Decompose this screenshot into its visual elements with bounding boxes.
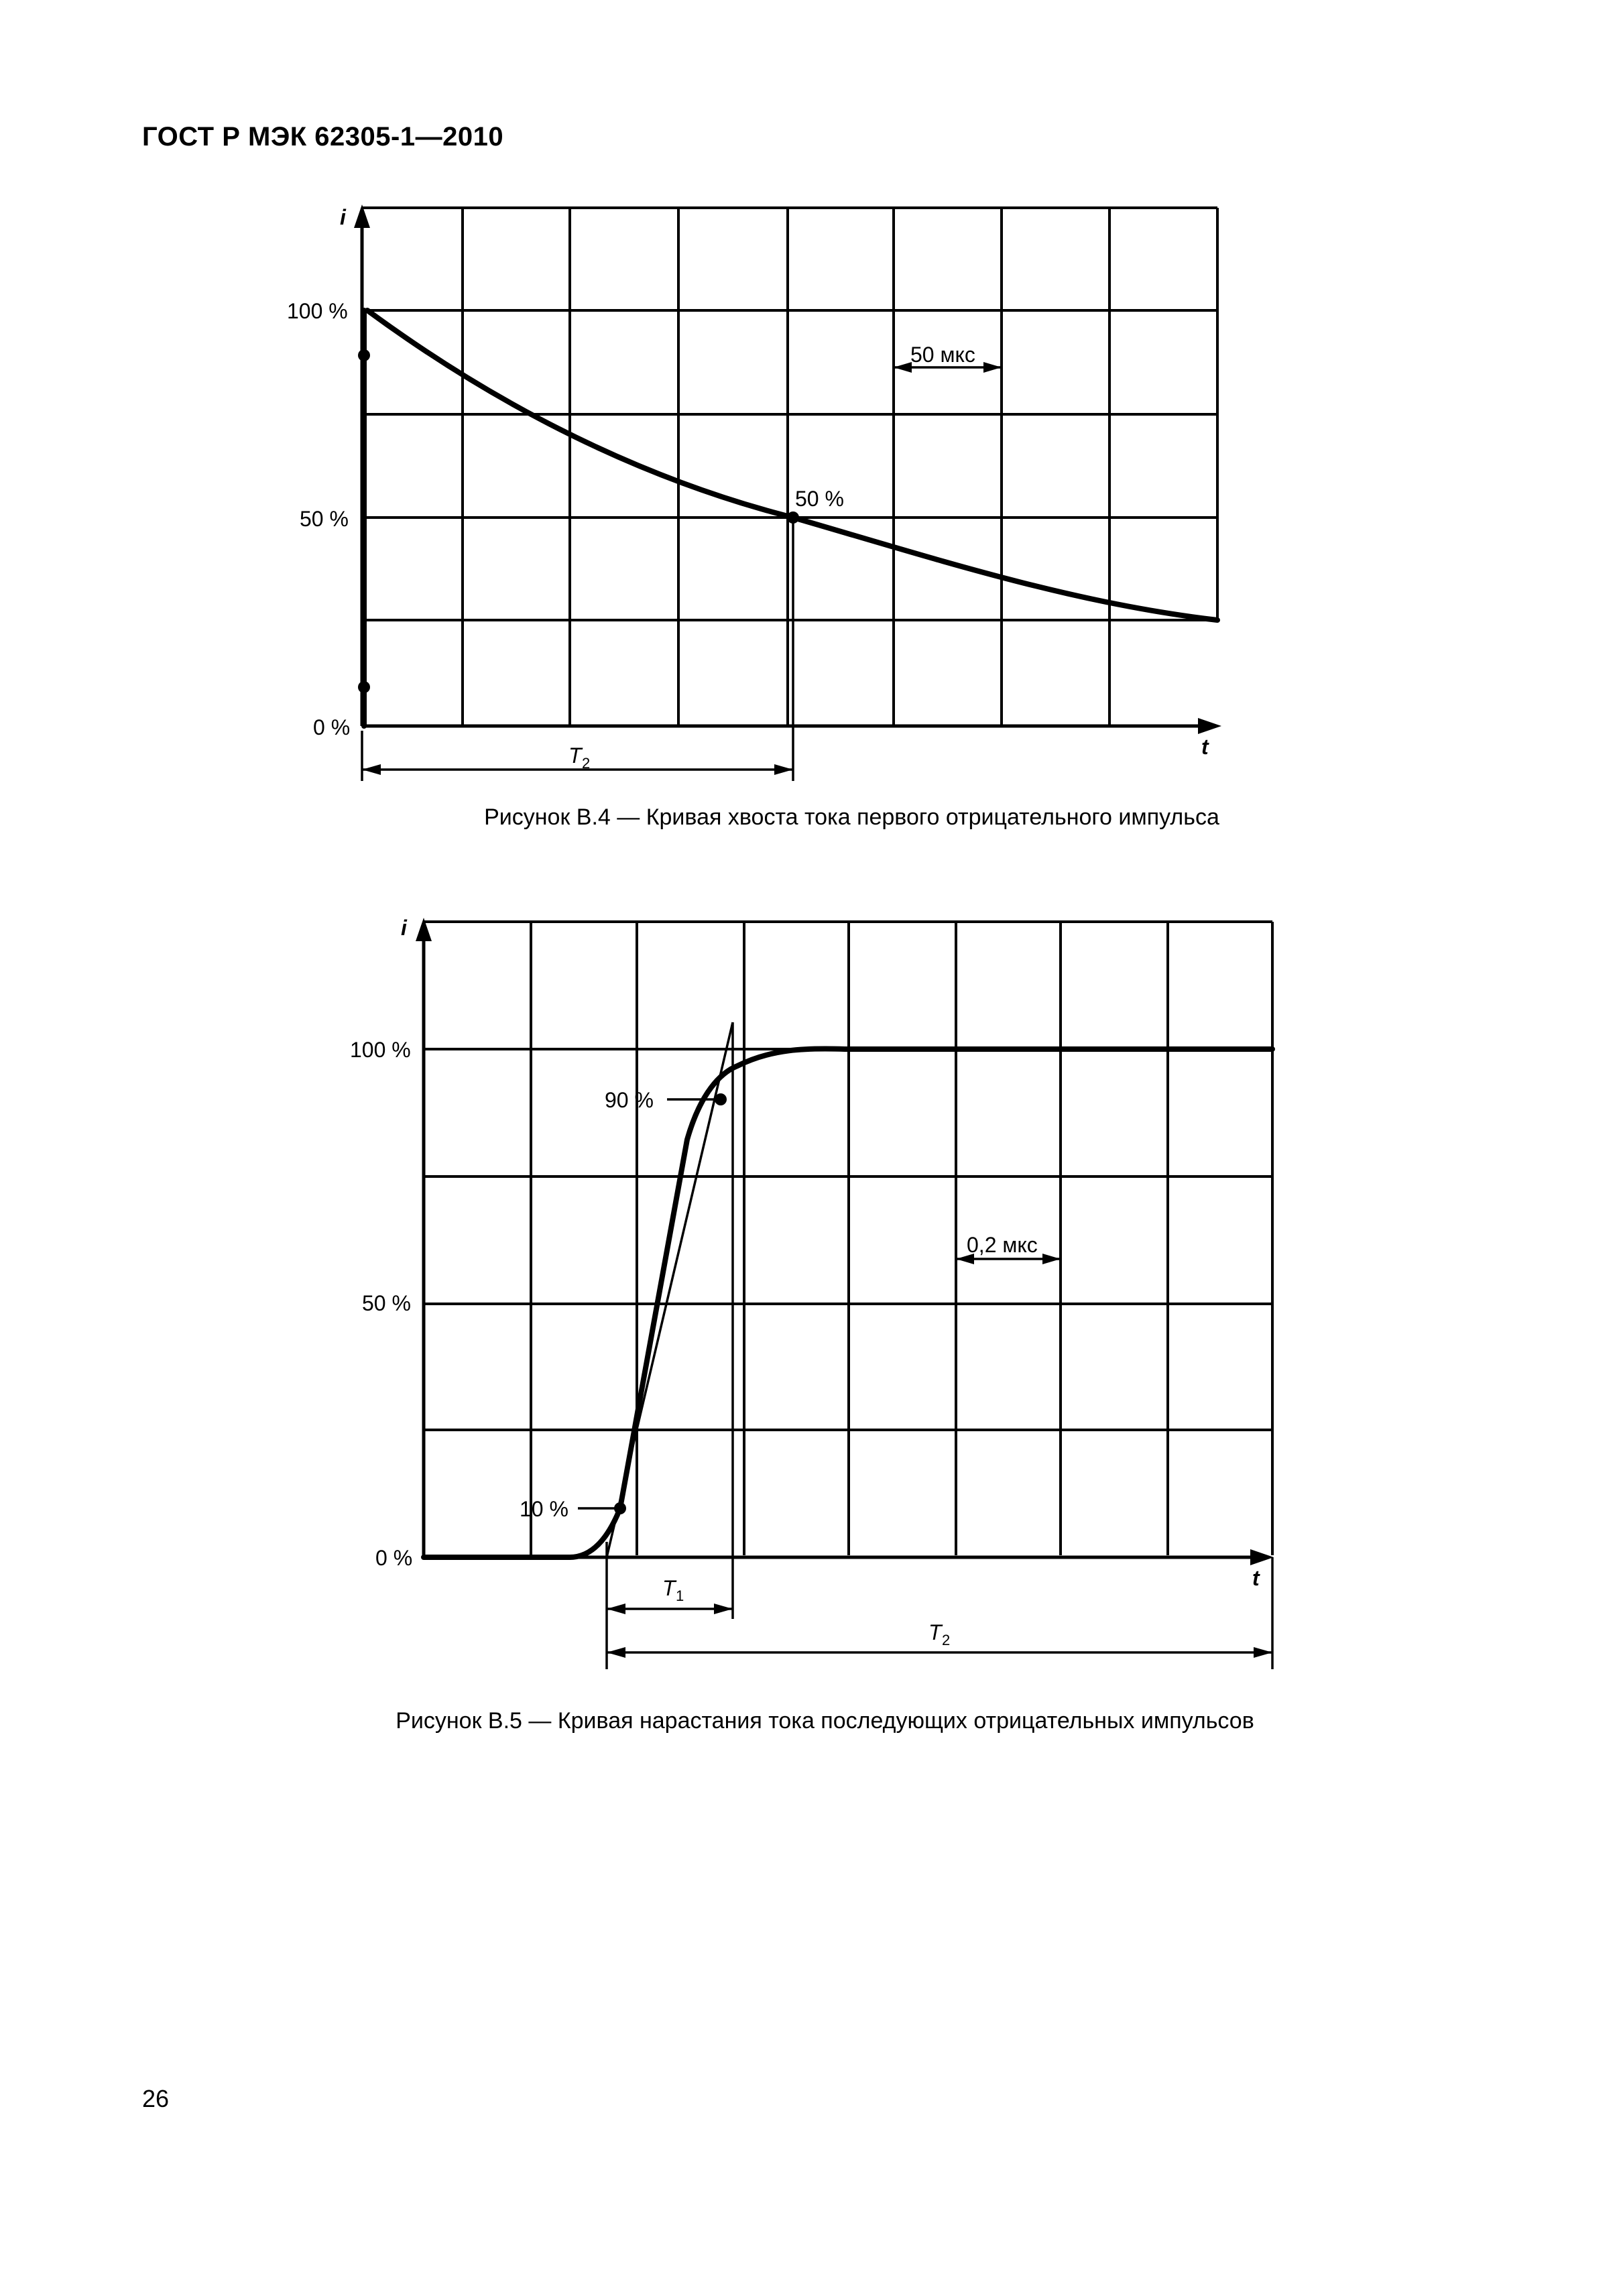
figure-b4-t2-label: T [568,743,582,768]
figure-b4-y-label: i [340,205,346,229]
figure-b5-point-10-label: 10 % [520,1497,568,1521]
figure-b5-t2-label: T [928,1620,942,1644]
figure-b5-t2-subscript: 2 [942,1632,951,1648]
figure-b5-point-90 [715,1093,727,1105]
figure-b5-x-label: t [1252,1566,1260,1590]
figure-b4-caption: Рисунок В.4 — Кривая хвоста тока первого отрицательного импульса [484,804,1219,830]
figure-b4-tick-0: 0 % [313,715,351,739]
figure-b5-point-90-label: 90 % [605,1088,654,1112]
figure-b5-point-10 [614,1502,626,1514]
figure-b5-scale-label: 0,2 мкс [967,1233,1038,1257]
figure-b5-tick-0: 0 % [375,1546,413,1570]
figure-b5-tick-100: 100 % [350,1038,411,1062]
figure-b4-t2-subscript: 2 [582,755,591,772]
figure-b4-scale-label: 50 мкс [910,343,975,367]
figure-b5-y-label: i [401,916,407,940]
figure-b4-x-label: t [1201,735,1209,759]
figure-b5-tick-50: 50 % [362,1291,411,1315]
page-number: 26 [142,2085,170,2112]
figure-b5-grid [424,922,1272,1555]
figure-b5-x-arrow [1250,1549,1274,1565]
figure-b4-point-label: 50 % [795,487,844,511]
figure-b5-caption: Рисунок В.5 — Кривая нарастания тока последующих отрицательных импульсов [396,1708,1254,1734]
figure-b4-tick-100: 100 % [287,299,348,323]
figure-b5-t1-subscript: 1 [676,1587,684,1604]
figure-b5-t1-label: T [662,1576,676,1600]
figure-b4-tick-50: 50 % [300,507,349,531]
document-header: ГОСТ Р МЭК 62305-1—2010 [142,122,504,152]
